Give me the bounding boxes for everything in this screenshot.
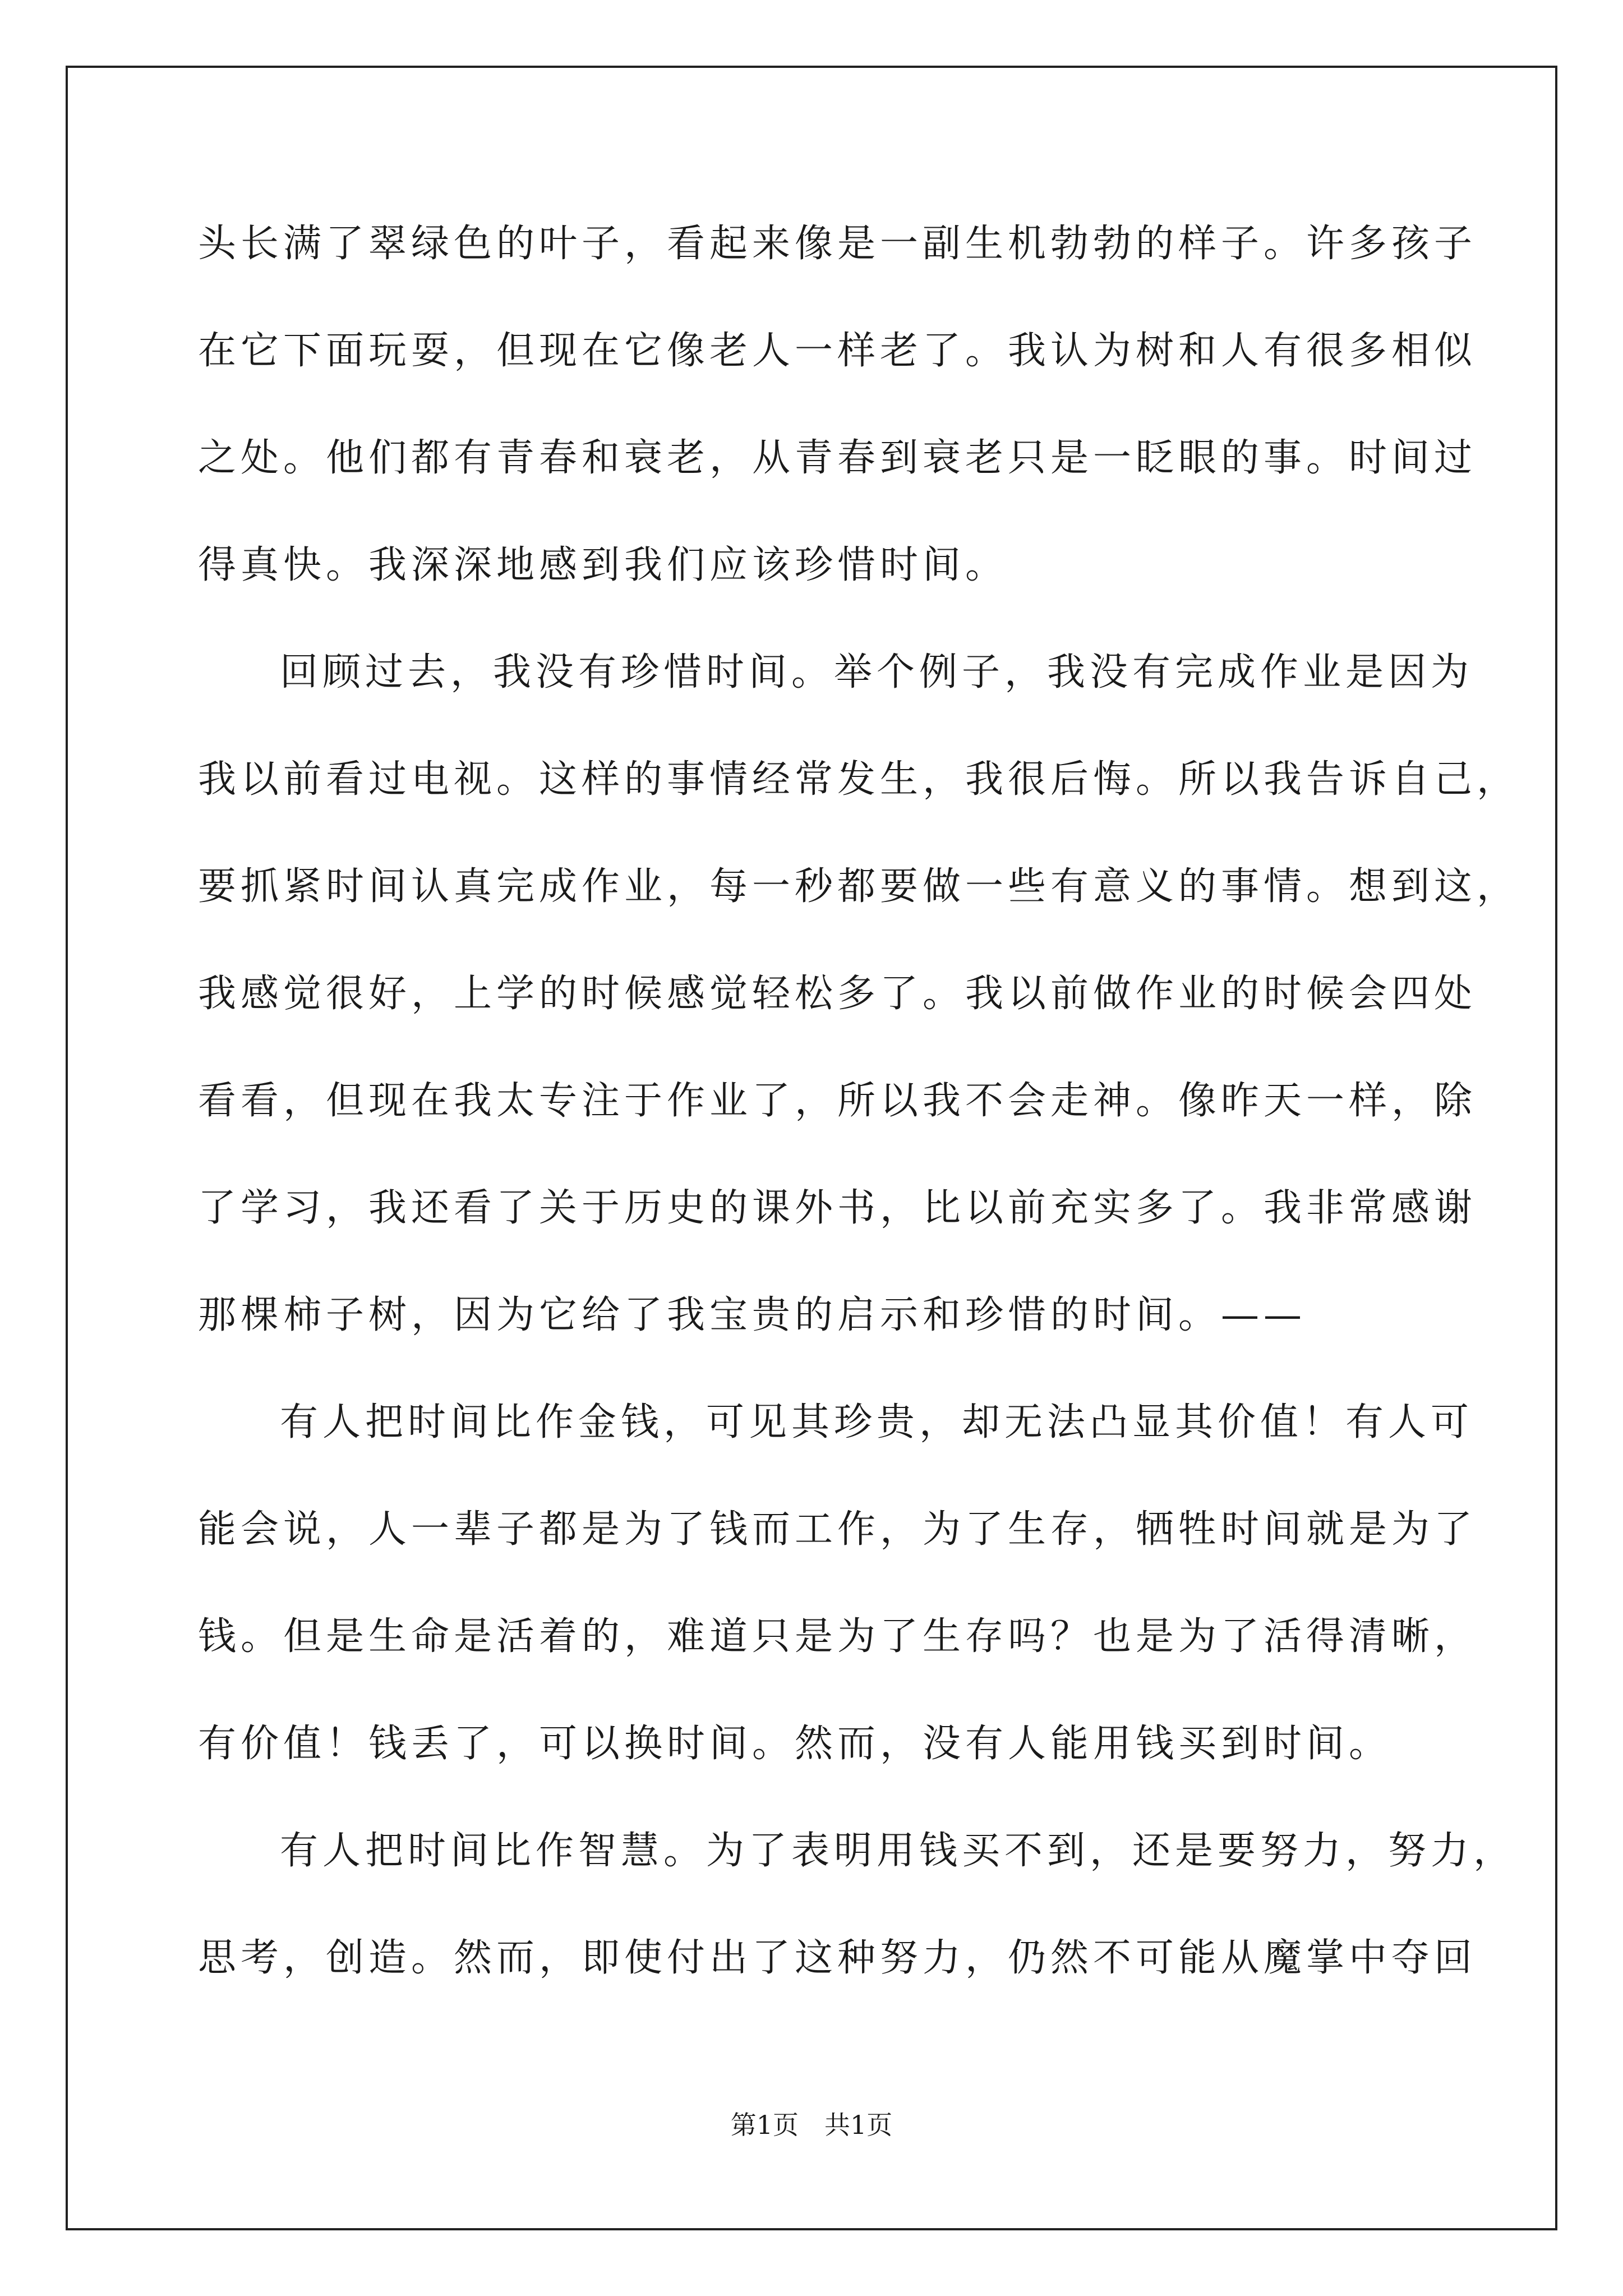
page-footer [0,2108,1623,2142]
text-line: 有人把时间比作金钱，可见其珍贵，却无法凸显其价值！有人可 [280,1400,1474,1444]
text-line: 在它下面玩耍，但现在它像老人一样老了。我认为树和人有很多相似 [198,329,1477,373]
text-line: 我以前看过电视。这样的事情经常发生，我很后悔。所以我告诉自己， [198,757,1520,802]
text-line: 头长满了翠绿色的叶子，看起来像是一副生机勃勃的样子。许多孩子 [198,222,1477,266]
text-line: 看看，但现在我太专注于作业了，所以我不会走神。像昨天一样，除 [198,1079,1477,1123]
document-body [198,216,1520,2037]
text-line: 钱。但是生命是活着的，难道只是为了生存吗？也是为了活得清晰， [198,1614,1477,1659]
page-number: 第1页 [730,2110,799,2140]
text-line: 能会说，人一辈子都是为了钱而工作，为了生存，牺牲时间就是为了 [198,1507,1477,1552]
text-line: 思考，创造。然而，即使付出了这种努力，仍然不可能从魔掌中夺回 [198,1936,1477,1980]
text-line: 那棵柿子树，因为它给了我宝贵的启示和珍惜的时间。—— [198,1293,1307,1337]
text-line: 了学习，我还看了关于历史的课外书，比以前充实多了。我非常感谢 [198,1186,1477,1230]
text-line: 要抓紧时间认真完成作业，每一秒都要做一些有意义的事情。想到这， [198,864,1520,909]
text-line: 我感觉很好，上学的时候感觉轻松多了。我以前做作业的时候会四处 [198,972,1477,1016]
text-line: 有价值！钱丢了，可以换时间。然而，没有人能用钱买到时间。 [198,1722,1392,1766]
text-line: 之处。他们都有青春和衰老，从青春到衰老只是一眨眼的事。时间过 [198,436,1477,480]
text-line: 有人把时间比作智慧。为了表明用钱买不到，还是要努力，努力， [280,1829,1516,1873]
text-line: 回顾过去，我没有珍惜时间。举个例子，我没有完成作业是因为 [280,650,1474,694]
page-total: 共1页 [824,2110,893,2140]
text-line: 得真快。我深深地感到我们应该珍惜时间。 [198,543,1008,587]
